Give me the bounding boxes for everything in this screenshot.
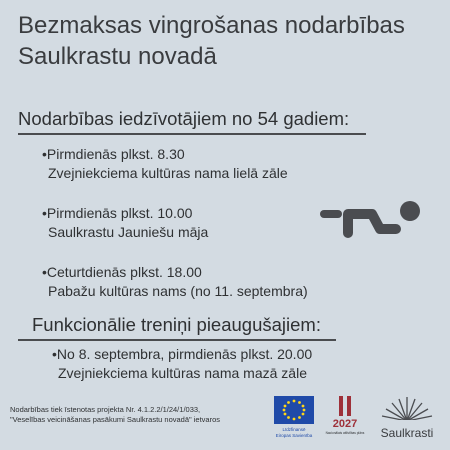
section1-underline xyxy=(18,133,366,135)
bullet: • xyxy=(52,346,57,362)
town-logo-text: Saulkrasti xyxy=(380,426,434,440)
footer-line-1: Nodarbības tiek īstenotas projekta Nr. 4.1.2.2/1/24/1/033, xyxy=(10,405,201,414)
saulkrasti-sun-icon xyxy=(368,393,446,443)
item-time: Ceturtdienās plkst. 18.00 xyxy=(46,264,202,280)
list-item xyxy=(42,263,308,301)
footer-text xyxy=(10,405,220,425)
title-line-2: Saulkrastu novadā xyxy=(18,43,217,70)
lv-logo-year: 2027 xyxy=(332,418,358,430)
item-place: Pabažu kultūras nams (no 11. septembra) xyxy=(48,283,308,299)
section2-heading: Funkcionālie treniņi pieaugušajiem: xyxy=(32,314,321,335)
eu-flag-icon xyxy=(270,396,318,440)
footer-line-2: "Veselības veicināšanas pasākumi Saulkrastu novadā" ietvaros xyxy=(10,415,221,424)
person-exercise-icon xyxy=(318,193,422,245)
section2-underline xyxy=(18,339,336,341)
item-place: Zvejniekciema kultūras nama mazā zāle xyxy=(58,365,307,381)
lv-logo-sub: Nacionālais attīstības plāns xyxy=(325,431,365,435)
bullet: • xyxy=(42,264,47,280)
item-place: Zvejniekciema kultūras nama lielā zāle xyxy=(48,165,288,181)
page-title xyxy=(18,10,405,72)
list-item xyxy=(42,145,288,183)
bullet: • xyxy=(42,146,47,162)
item-time: No 8. septembra, pirmdienās plkst. 20.00 xyxy=(56,346,313,362)
list-item xyxy=(42,204,208,242)
item-place: Saulkrastu Jauniešu māja xyxy=(48,224,209,240)
list-item xyxy=(52,345,312,383)
latvia-nap-icon xyxy=(325,394,365,440)
title-line-1: Bezmaksas vingrošanas nodarbības xyxy=(18,12,405,39)
item-time: Pirmdienās plkst. 10.00 xyxy=(46,205,193,221)
eu-logo-text-1: Līdzfinansē xyxy=(282,427,306,432)
item-time: Pirmdienās plkst. 8.30 xyxy=(46,146,185,162)
section1-heading: Nodarbības iedzīvotājiem no 54 gadiem: xyxy=(18,108,350,129)
bullet: • xyxy=(42,205,47,221)
eu-logo-text-2: Eiropas Savienība xyxy=(275,433,313,438)
